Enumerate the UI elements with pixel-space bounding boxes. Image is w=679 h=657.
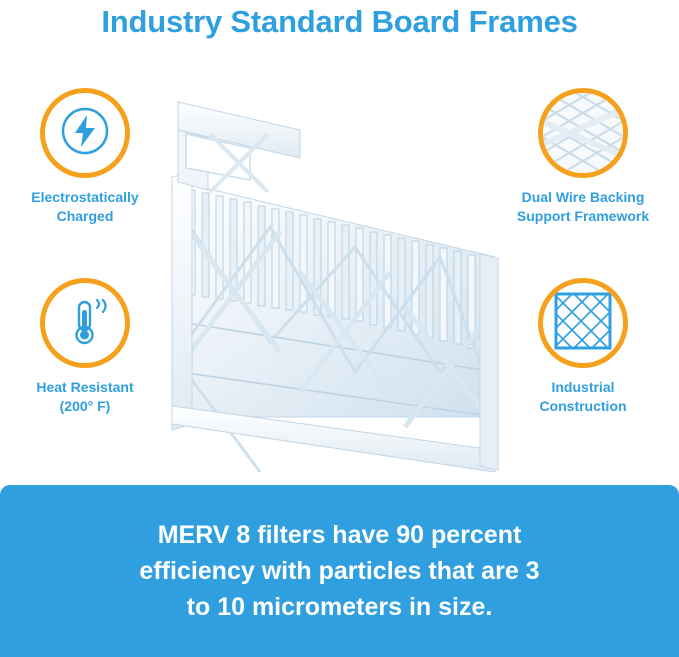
badge-electrostatically-charged — [40, 88, 130, 178]
page-title: Industry Standard Board Frames — [101, 4, 578, 39]
lightning-bolt-icon — [58, 104, 112, 163]
pleated-air-filter-illustration — [150, 72, 530, 472]
wire-mesh-icon — [540, 88, 626, 178]
feature-label-line2: (200° F) — [59, 397, 111, 414]
thermometer-icon — [56, 292, 114, 355]
feature-label-line1: Industrial — [551, 379, 615, 395]
badge-heat-resistant — [40, 278, 130, 368]
feature-label-line1: Dual Wire Backing — [521, 189, 645, 205]
feature-label — [498, 188, 668, 226]
banner-line3: to 10 micrometers in size. — [186, 593, 493, 622]
feature-label-line1: Electrostatically — [31, 189, 139, 205]
banner-line2: efficiency with particles that are 3 — [139, 556, 540, 585]
feature-label — [0, 188, 170, 226]
feature-industrial-construction — [498, 278, 668, 416]
badge-industrial-construction — [538, 278, 628, 368]
feature-label — [0, 378, 170, 416]
feature-electrostatically-charged — [0, 88, 170, 226]
badge-dual-wire-backing — [538, 88, 628, 178]
merv-info-banner — [0, 485, 679, 657]
feature-heat-resistant — [0, 278, 170, 416]
feature-label — [498, 378, 668, 416]
banner-text — [99, 517, 579, 626]
feature-label-line2: Support Framework — [516, 207, 650, 224]
feature-dual-wire-backing — [498, 88, 668, 226]
feature-label-line2: Charged — [56, 207, 114, 224]
frame-grid-icon — [552, 290, 614, 357]
banner-line1: MERV 8 filters have 90 percent — [157, 520, 522, 549]
feature-label-line1: Heat Resistant — [36, 379, 134, 395]
feature-label-line2: Construction — [539, 397, 627, 414]
